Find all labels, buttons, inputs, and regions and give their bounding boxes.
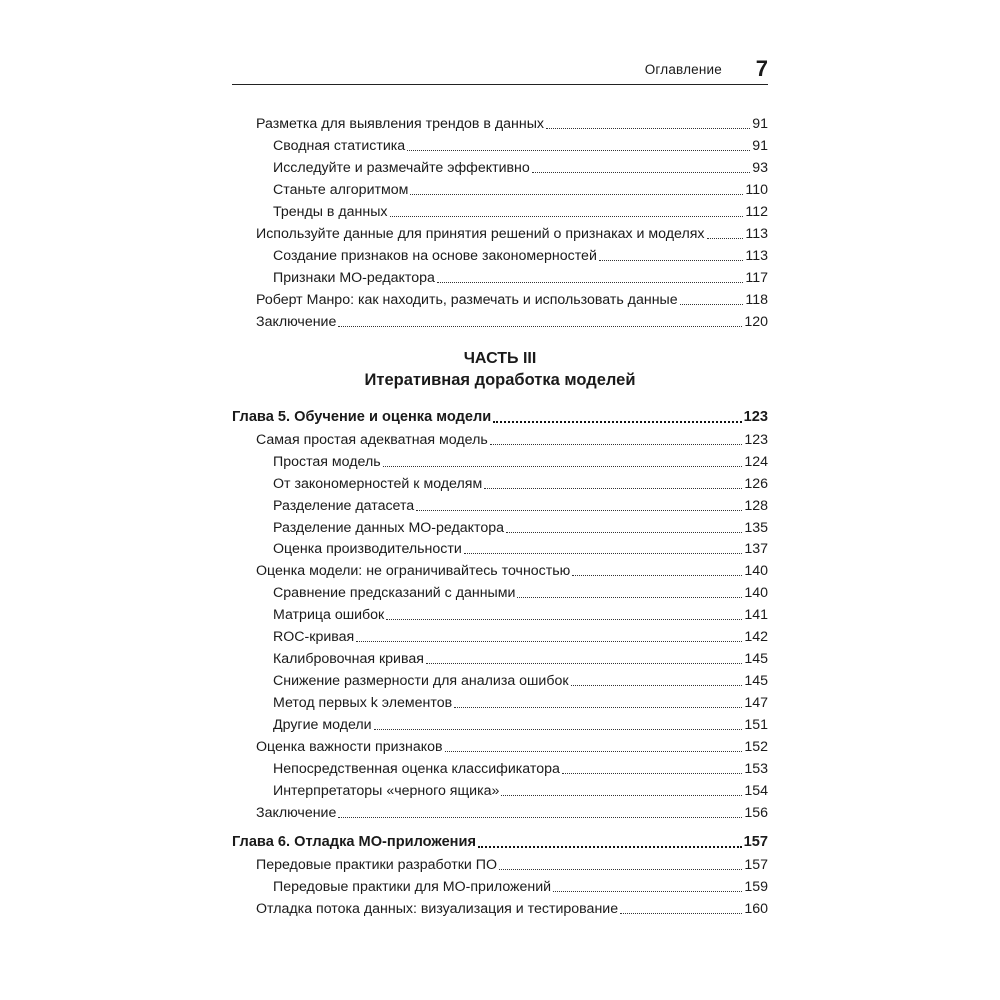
toc-entry-title: Передовые практики разработки ПО bbox=[256, 857, 498, 873]
toc-entry-page: 91 bbox=[752, 116, 768, 132]
toc-entry[interactable] bbox=[232, 671, 768, 691]
toc-entry[interactable] bbox=[232, 583, 768, 603]
toc-entry-title: Создание признаков на основе закономерностей bbox=[273, 248, 597, 264]
toc-entry-title: ROC-кривая bbox=[273, 629, 355, 645]
toc-entry[interactable] bbox=[232, 290, 768, 310]
dot-leader bbox=[553, 891, 742, 892]
toc-entry-page: 141 bbox=[744, 607, 768, 623]
toc-entry-page: 91 bbox=[752, 138, 768, 154]
toc-entry-title: Непосредственная оценка классификатора bbox=[273, 761, 560, 777]
toc-entry-page: 154 bbox=[744, 783, 768, 799]
toc-entry[interactable] bbox=[232, 781, 768, 801]
toc-entry[interactable] bbox=[232, 803, 768, 823]
dot-leader bbox=[532, 172, 750, 173]
toc-entry[interactable] bbox=[232, 136, 768, 156]
toc-entry-page: 93 bbox=[752, 160, 768, 176]
dot-leader bbox=[572, 575, 742, 576]
toc-entry-title: Сравнение предсказаний с данными bbox=[273, 585, 516, 601]
toc-entry-page: 145 bbox=[744, 673, 768, 689]
dot-leader bbox=[416, 510, 742, 511]
toc-entry-title: Роберт Манро: как находить, размечать и использовать данные bbox=[256, 292, 678, 308]
dot-leader bbox=[374, 729, 743, 730]
toc-entry-title: Калибровочная кривая bbox=[273, 651, 424, 667]
toc-entry-page: 156 bbox=[744, 805, 768, 821]
dot-leader bbox=[493, 421, 741, 423]
toc-entry[interactable] bbox=[232, 855, 768, 875]
dot-leader bbox=[407, 150, 750, 151]
dot-leader bbox=[501, 795, 742, 796]
toc-entry[interactable] bbox=[232, 899, 768, 919]
toc-entry[interactable] bbox=[232, 452, 768, 472]
toc-entry-title: Другие модели bbox=[273, 717, 372, 733]
toc-entry[interactable] bbox=[232, 246, 768, 266]
dot-leader bbox=[546, 128, 750, 129]
toc-entry-page: 113 bbox=[745, 226, 768, 242]
part-label: ЧАСТЬ III bbox=[463, 350, 537, 367]
toc-entry-title: Используйте данные для принятия решений о признаках и моделях bbox=[256, 226, 705, 242]
toc-entry[interactable] bbox=[232, 180, 768, 200]
dot-leader bbox=[383, 466, 743, 467]
dot-leader bbox=[571, 685, 743, 686]
toc-entry-title: Исследуйте и размечайте эффективно bbox=[273, 160, 530, 176]
toc-entry-title: Разметка для выявления трендов в данных bbox=[256, 116, 544, 132]
toc-entry-title: Глава 5. Обучение и оценка модели bbox=[232, 409, 492, 425]
toc-entry-title: Заключение bbox=[256, 314, 337, 330]
toc-entry-page: 137 bbox=[744, 541, 768, 557]
toc-entry-page: 151 bbox=[744, 717, 768, 733]
toc-entry-page: 153 bbox=[744, 761, 768, 777]
header-divider bbox=[232, 84, 768, 85]
toc-entry-page: 117 bbox=[745, 270, 768, 286]
dot-leader bbox=[499, 869, 742, 870]
toc-entry[interactable] bbox=[232, 693, 768, 713]
toc-entry-title: Разделение датасета bbox=[273, 498, 415, 514]
toc-entry-page: 140 bbox=[744, 585, 768, 601]
toc-entry[interactable] bbox=[232, 312, 768, 332]
toc-entry-page: 152 bbox=[744, 739, 768, 755]
toc-entry-page: 120 bbox=[744, 314, 768, 330]
toc-entry-page: 157 bbox=[743, 834, 768, 850]
toc-entry-page: 140 bbox=[744, 563, 768, 579]
dot-leader bbox=[599, 260, 744, 261]
toc-entry-page: 112 bbox=[745, 204, 768, 220]
toc-entry[interactable] bbox=[232, 561, 768, 581]
toc-entry-title: Разделение данных МО-редактора bbox=[273, 520, 505, 536]
toc-entry-page: 110 bbox=[745, 182, 768, 198]
toc-entry-title: Оценка модели: не ограничивайтесь точностью bbox=[256, 563, 571, 579]
toc-entry-page: 135 bbox=[744, 520, 768, 536]
toc-entry-title: Самая простая адекватная модель bbox=[256, 432, 488, 448]
toc-entry-page: 160 bbox=[744, 901, 768, 917]
toc-entry[interactable] bbox=[232, 518, 768, 538]
dot-leader bbox=[338, 326, 742, 327]
toc-entry-title: Заключение bbox=[256, 805, 337, 821]
toc-entry[interactable] bbox=[232, 649, 768, 669]
dot-leader bbox=[484, 488, 742, 489]
dot-leader bbox=[390, 216, 744, 217]
toc-entry-title: Станьте алгоритмом bbox=[273, 182, 409, 198]
toc-chapter-entry[interactable] bbox=[232, 407, 768, 427]
toc-entry-title: Метод первых k элементов bbox=[273, 695, 453, 711]
toc-entry[interactable] bbox=[232, 158, 768, 178]
toc-entry-title: Оценка производительности bbox=[273, 541, 462, 557]
running-header-title: Оглавление bbox=[644, 62, 722, 77]
toc-entry-title: Интерпретаторы «черного ящика» bbox=[273, 783, 500, 799]
dot-leader bbox=[410, 194, 743, 195]
toc-entry[interactable] bbox=[232, 202, 768, 222]
toc-entry-title: Признаки МО-редактора bbox=[273, 270, 435, 286]
toc-chapter-entry[interactable] bbox=[232, 832, 768, 852]
toc-entry-title: Матрица ошибок bbox=[273, 607, 385, 623]
toc-entry[interactable] bbox=[232, 114, 768, 134]
toc-entry-title: Снижение размерности для анализа ошибок bbox=[273, 673, 569, 689]
toc-entry-page: 123 bbox=[743, 409, 768, 425]
toc-entry[interactable] bbox=[232, 539, 768, 559]
dot-leader bbox=[445, 751, 743, 752]
toc-entry[interactable] bbox=[232, 715, 768, 735]
toc-entry-page: 159 bbox=[744, 879, 768, 895]
toc-entry[interactable] bbox=[232, 224, 768, 244]
toc-entry-title: От закономерностей к моделям bbox=[273, 476, 483, 492]
toc-entry-page: 147 bbox=[744, 695, 768, 711]
page-number: 7 bbox=[755, 56, 768, 81]
dot-leader bbox=[620, 913, 742, 914]
toc-entry-page: 123 bbox=[744, 432, 768, 448]
toc-entry-title: Передовые практики для МО-приложений bbox=[273, 879, 552, 895]
toc-entry-page: 142 bbox=[744, 629, 768, 645]
dot-leader bbox=[680, 304, 744, 305]
toc-entry-page: 126 bbox=[744, 476, 768, 492]
toc-entry[interactable] bbox=[232, 430, 768, 450]
toc-entry-page: 113 bbox=[745, 248, 768, 264]
toc-entry-title: Отладка потока данных: визуализация и тестирование bbox=[256, 901, 619, 917]
toc-entry[interactable] bbox=[232, 268, 768, 288]
toc-entry-page: 124 bbox=[744, 454, 768, 470]
dot-leader bbox=[464, 553, 743, 554]
dot-leader bbox=[562, 773, 742, 774]
toc-entry[interactable] bbox=[232, 474, 768, 494]
toc-entry-page: 157 bbox=[744, 857, 768, 873]
dot-leader bbox=[454, 707, 742, 708]
dot-leader bbox=[506, 532, 742, 533]
dot-leader bbox=[517, 597, 742, 598]
toc-entry-page: 145 bbox=[744, 651, 768, 667]
toc-entry-page: 118 bbox=[745, 292, 768, 308]
toc-entry[interactable] bbox=[232, 496, 768, 516]
dot-leader bbox=[426, 663, 742, 664]
toc-entry[interactable] bbox=[232, 605, 768, 625]
page-header bbox=[232, 56, 768, 82]
part-title: Итеративная доработка моделей bbox=[364, 371, 636, 389]
dot-leader bbox=[707, 238, 744, 239]
toc-entry-title: Простая модель bbox=[273, 454, 381, 470]
toc-entry[interactable] bbox=[232, 627, 768, 647]
dot-leader bbox=[478, 846, 742, 848]
toc-entry[interactable] bbox=[232, 737, 768, 757]
toc-entry-page: 128 bbox=[744, 498, 768, 514]
dot-leader bbox=[490, 444, 743, 445]
dot-leader bbox=[338, 817, 742, 818]
toc-entry-title: Оценка важности признаков bbox=[256, 739, 443, 755]
dot-leader bbox=[356, 641, 742, 642]
toc-entry[interactable] bbox=[232, 877, 768, 897]
toc-entry-title: Глава 6. Отладка МО-приложения bbox=[232, 834, 476, 850]
toc-entry[interactable] bbox=[232, 759, 768, 779]
dot-leader bbox=[437, 282, 743, 283]
toc-entry-title: Сводная статистика bbox=[273, 138, 406, 154]
toc-entry-title: Тренды в данных bbox=[273, 204, 388, 220]
dot-leader bbox=[386, 619, 742, 620]
